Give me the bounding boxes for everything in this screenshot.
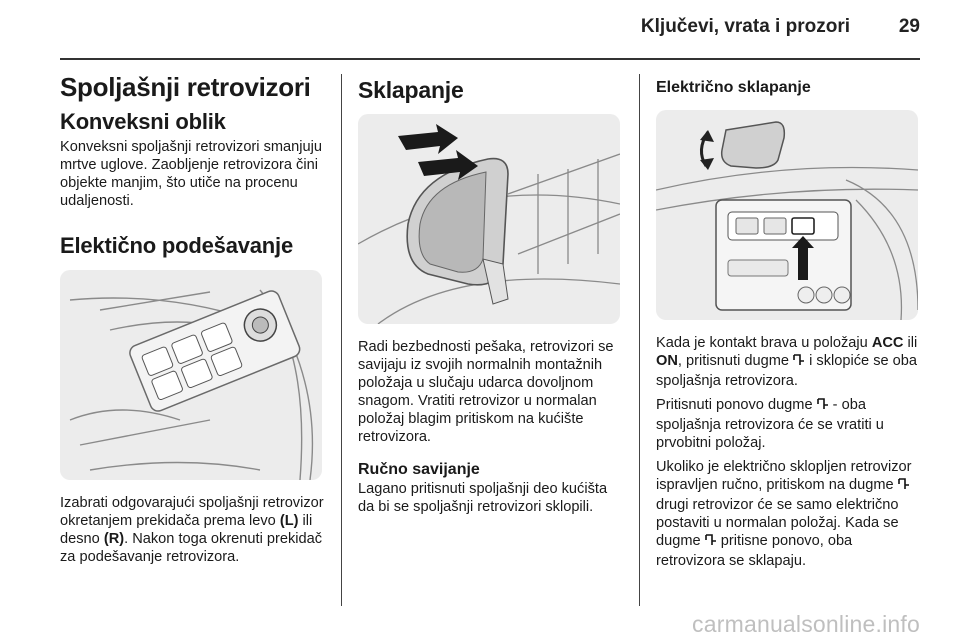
p3-text-c: pritisne ponovo, oba retrovizora se sklapaju. [656, 533, 853, 569]
acc-label: ACC [871, 335, 904, 351]
mirror-fold-icon [705, 533, 717, 552]
electric-folding-figure [656, 110, 918, 320]
convex-body: Konveksni spoljašnji retrovizori smanjuju mrtve uglove. Zaobljenje retrovizora čini objekte manjim, što utiče na procenu udaljenosti. [60, 139, 322, 209]
on-label: ON [656, 353, 678, 369]
p2-text-b: - oba spoljašnja retrovizora će se vratiti u prvobitni položaj. [656, 397, 884, 451]
p3-text-b: drugi retrovizor će se samo električno postaviti u normalan položaj. Kada se dugme [656, 497, 899, 549]
electric-folding-p2 [656, 396, 924, 452]
column-divider-2 [639, 74, 640, 606]
manual-folding-body: Lagano pritisnuti spoljašnji deo kućišta da bi se spoljašnji retrovizori sklopili. [358, 481, 608, 515]
p2-text-a: Pritisnuti ponovo dugme [656, 397, 817, 413]
p1-text-c: i sklopiće se oba spoljašnja retrovizora. [656, 353, 918, 389]
convex-heading: Konveksni oblik [60, 109, 226, 134]
mirror-fold-icon [793, 353, 805, 372]
p1-text-b: , pritisnuti dugme [677, 353, 794, 369]
mirror-fold-icon [817, 397, 829, 416]
p3-text-a: Ukoliko je električno sklopljen retrovizor ispravljen ručno, pritiskom na dugme [656, 459, 912, 493]
folding-heading: Sklapanje [358, 77, 464, 103]
electric-adjust-body [60, 494, 328, 566]
column-left [60, 70, 328, 572]
folding-mirror-figure [358, 114, 620, 324]
dashboard-illustration [656, 110, 918, 320]
mirror-fold-icon [898, 477, 910, 496]
electric-folding-p3 [656, 458, 924, 570]
header-rule [60, 58, 920, 60]
left-key-label: (L) [279, 513, 299, 529]
switch-panel-figure [60, 270, 322, 480]
electric-folding-p1 [656, 334, 924, 390]
column-middle [358, 70, 626, 522]
p1-text-or: ili [903, 335, 918, 351]
electric-folding-heading: Električno sklapanje [656, 79, 811, 96]
electric-adjust-heading: Elektično podešavanje [60, 233, 293, 258]
section-title: Spoljašnji retrovizori [60, 72, 311, 102]
column-right [656, 70, 924, 576]
watermark: carmanualsonline.info [692, 611, 920, 637]
switch-panel-illustration [60, 270, 322, 480]
header-title: Ključevi, vrata i prozori [640, 16, 850, 37]
electric-adjust-text-3: . Nakon toga okrenuti prekidač za podešavanje retrovizora. [60, 531, 323, 565]
electric-adjust-text-1: Izabrati odgovarajući spoljašnji retrovizor okretanjem prekidača prema levo [60, 495, 324, 529]
p1-text-a: Kada je kontakt brava u položaju [656, 335, 872, 351]
electric-adjust-text-2: ili desno [60, 513, 313, 547]
folding-body: Radi bezbednosti pešaka, retrovizori se savijaju iz svojih normalnih montažnih položaja u slučaju udarca dovoljnom snagom. Vratiti retrovizor u normalan položaj blagim pritiskom na kućište retrovizora. [358, 339, 614, 445]
column-divider-1 [341, 74, 342, 606]
right-key-label: (R) [103, 531, 125, 547]
folding-mirror-illustration [358, 114, 620, 324]
manual-folding-heading: Ručno savijanje [358, 461, 480, 478]
page-number: 29 [898, 16, 920, 37]
